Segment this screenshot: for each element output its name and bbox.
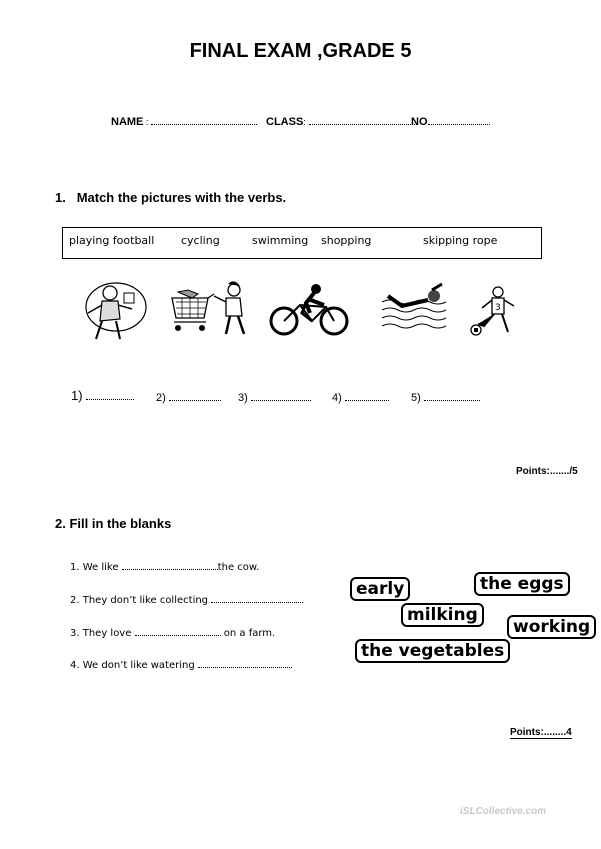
class-blank[interactable]	[309, 114, 415, 125]
fill-blank-1[interactable]	[122, 559, 218, 570]
answer-2[interactable]: 2)	[156, 390, 221, 404]
fill-blank-2[interactable]	[211, 592, 303, 603]
verb-cycling: cycling	[181, 234, 220, 247]
fill-sentence-1: 1. We like the cow.	[70, 559, 259, 573]
class-field[interactable]: CLASS:	[266, 114, 415, 128]
fill-blank-3[interactable]	[135, 625, 221, 636]
verb-skipping-rope: skipping rope	[423, 234, 498, 247]
football-icon	[470, 286, 522, 338]
no-label: NO	[411, 116, 428, 128]
answer-3[interactable]: 3)	[238, 390, 311, 404]
word-chip-the-eggs[interactable]: the eggs	[474, 572, 570, 596]
answer-4[interactable]: 4)	[332, 390, 389, 404]
section2-points: Points:........4	[510, 727, 572, 738]
verb-swimming: swimming	[252, 234, 309, 247]
section1-points: Points:......./5	[516, 466, 578, 477]
word-chip-the-vegetables[interactable]: the vegetables	[355, 639, 510, 663]
verb-shopping: shopping	[321, 234, 372, 247]
name-label: NAME	[111, 116, 144, 128]
swimming-icon	[380, 282, 452, 336]
word-chip-working[interactable]: working	[507, 615, 596, 639]
watermark: iSLCollective.com	[460, 806, 547, 817]
section1-heading: 1. Match the pictures with the verbs.	[55, 190, 287, 205]
section2-heading: 2. Fill in the blanks	[55, 516, 172, 531]
word-chip-milking[interactable]: milking	[401, 603, 484, 627]
answer-1[interactable]: 1)	[71, 388, 134, 403]
fill-sentence-3: 3. They love on a farm.	[70, 625, 275, 639]
class-label: CLASS	[266, 116, 304, 128]
name-blank[interactable]	[151, 114, 257, 125]
skipping-rope-icon	[80, 279, 150, 343]
name-field[interactable]: NAME :	[111, 114, 257, 128]
cycling-icon	[268, 283, 352, 337]
fill-sentence-4: 4. We don’t like watering	[70, 657, 292, 671]
word-chip-early[interactable]: early	[350, 577, 410, 601]
no-field[interactable]	[411, 114, 490, 128]
fill-blank-4[interactable]	[198, 657, 292, 668]
shopping-icon	[168, 280, 252, 338]
page-title: FINAL EXAM ,GRADE 5	[189, 40, 412, 62]
svg-text:3: 3	[495, 303, 501, 313]
verb-playing-football: playing football	[69, 234, 155, 247]
verb-box	[62, 227, 542, 259]
no-blank[interactable]	[428, 114, 490, 125]
answer-5[interactable]: 5)	[411, 390, 480, 404]
fill-sentence-2: 2. They don’t like collecting	[70, 592, 303, 606]
